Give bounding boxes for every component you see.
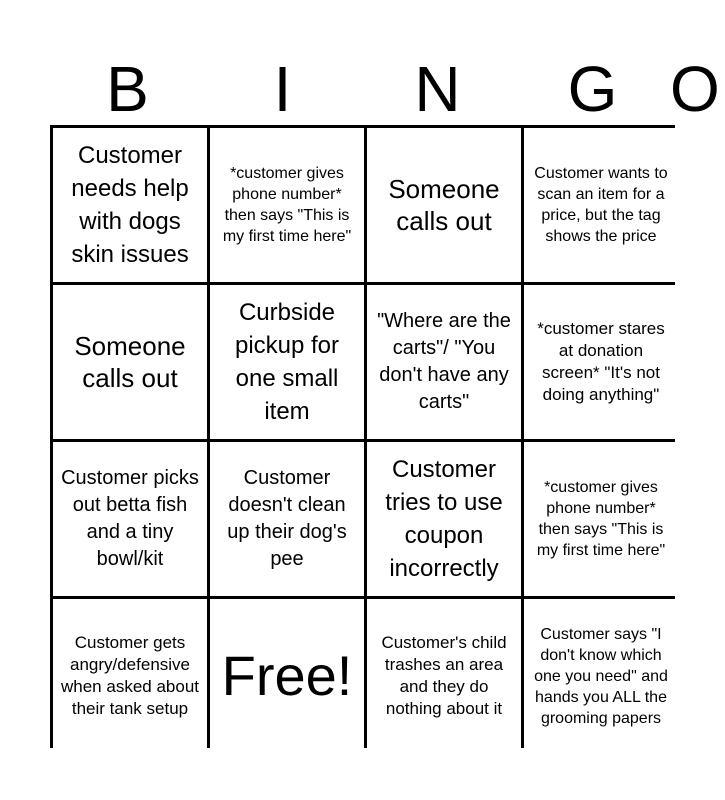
- bingo-cell-r1c1[interactable]: [53, 128, 207, 282]
- bingo-cell-r4c4[interactable]: [524, 599, 678, 753]
- cell-text: Customer needs help with dogs skin issues: [71, 142, 189, 268]
- cell-text: Customer doesn't clean up their dog's pee: [227, 467, 347, 570]
- bingo-cell-r3c2[interactable]: [210, 442, 364, 596]
- bingo-cell-r3c4[interactable]: [524, 442, 678, 596]
- title-letter-g: G: [567, 53, 618, 125]
- cell-text: *customer gives phone number* then says "This is my first time here": [536, 479, 666, 559]
- bingo-cell-r2c1[interactable]: [53, 285, 207, 439]
- cell-text: Customer's child trashes an area and they do nothing about it: [381, 633, 507, 718]
- cell-text: Someone calls out: [388, 174, 500, 236]
- cell-text: *customer stares at donation screen* "It's not doing anything": [537, 319, 665, 404]
- cell-text: Customer gets angry/defensive when asked about their tank setup: [61, 633, 199, 718]
- cell-text: Customer wants to scan an item for a price, but the tag shows the price: [534, 165, 668, 245]
- bingo-cell-r1c4[interactable]: [524, 128, 678, 282]
- cell-text: Customer tries to use coupon incorrectly: [385, 456, 503, 582]
- title-letter-i: I: [273, 53, 292, 125]
- title-letter-n: N: [414, 53, 461, 125]
- title-letter-b: B: [106, 53, 149, 125]
- bingo-cell-free[interactable]: [210, 599, 364, 753]
- free-space-label: Free!: [221, 644, 353, 707]
- bingo-cell-r4c1[interactable]: [53, 599, 207, 753]
- bingo-cell-r1c3[interactable]: [367, 128, 521, 282]
- cell-text: Curbside pickup for one small item: [234, 299, 340, 425]
- bingo-cell-r3c1[interactable]: [53, 442, 207, 596]
- cell-text: *customer gives phone number* then says "This is my first time here": [222, 165, 352, 245]
- cell-text: Customer says "I don't know which one you need" and hands you ALL the grooming papers: [534, 625, 668, 727]
- bingo-cell-r1c2[interactable]: [210, 128, 364, 282]
- cell-text: Customer picks out betta fish and a tiny bowl/kit: [61, 467, 199, 570]
- bingo-cell-r4c3[interactable]: [367, 599, 521, 753]
- bingo-cell-r2c3[interactable]: [367, 285, 521, 439]
- bingo-title: B I N G O: [50, 52, 675, 127]
- cell-text: Someone calls out: [74, 331, 186, 393]
- bingo-cell-r2c2[interactable]: [210, 285, 364, 439]
- bingo-cell-r3c3[interactable]: [367, 442, 521, 596]
- bingo-cell-r2c4[interactable]: [524, 285, 678, 439]
- cell-text: "Where are the carts"/ "You don't have any carts": [377, 310, 511, 413]
- bingo-board: [50, 125, 675, 748]
